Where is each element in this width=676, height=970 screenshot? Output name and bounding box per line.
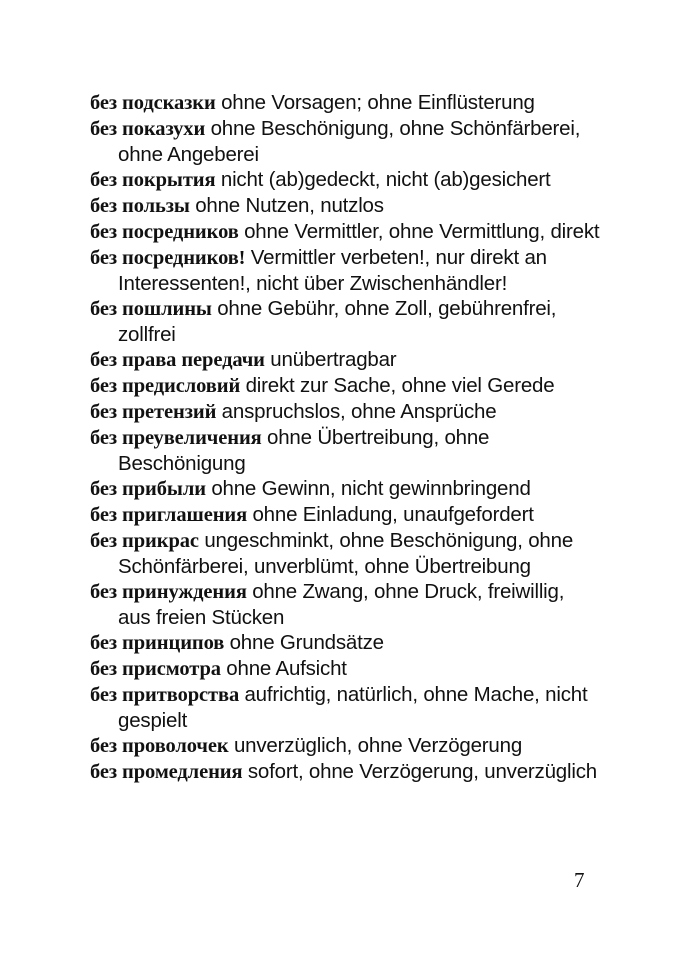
dictionary-entry [90, 399, 600, 425]
entry-term: без приглашения [90, 504, 248, 526]
entry-term: без посредников [90, 221, 239, 243]
entry-translation: ohne Einladung, unaufgefordert [252, 503, 534, 526]
dictionary-entry [90, 193, 600, 219]
dictionary-entry [90, 296, 600, 347]
entry-translation: direkt zur Sache, ohne viel Gerede [245, 374, 555, 397]
entry-term: без принуждения [90, 581, 247, 603]
entry-translation: aufrichtig, natürlich, ohne Mache, nicht gespielt [118, 683, 588, 732]
entry-term: без пользы [90, 195, 190, 217]
entry-translation: ohne Zwang, ohne Druck, freiwillig, aus freien Stücken [118, 580, 565, 629]
dictionary-entry [90, 630, 600, 656]
dictionary-entry [90, 219, 600, 245]
dictionary-entry [90, 167, 600, 193]
entry-translation: ohne Nutzen, nutzlos [195, 194, 384, 217]
entry-translation: Vermittler verbeten!, nur direkt an Interessenten!, nicht über Zwischenhändler! [118, 246, 547, 295]
dictionary-entry [90, 425, 600, 476]
entry-list [90, 90, 600, 785]
entry-translation: ungeschminkt, ohne Beschönigung, ohne Schönfärberei, unverblümt, ohne Übertreibung [118, 529, 574, 578]
dictionary-entry [90, 116, 600, 167]
dictionary-entry [90, 579, 600, 630]
page-number: 7 [574, 868, 585, 892]
entry-term: без посредников! [90, 247, 246, 269]
entry-term: без покрытия [90, 169, 216, 191]
entry-term: без подсказки [90, 92, 216, 114]
entry-term: без промедления [90, 761, 243, 783]
entry-translation: unübertragbar [270, 348, 397, 371]
entry-translation: unverzüglich, ohne Verzögerung [233, 734, 523, 757]
entry-translation: ohne Grundsätze [229, 631, 384, 654]
entry-translation: nicht (ab)gedeckt, nicht (ab)gesichert [220, 168, 551, 191]
dictionary-entry [90, 528, 600, 579]
entry-term: без присмотра [90, 658, 221, 680]
dictionary-entry [90, 373, 600, 399]
dictionary-entry [90, 476, 600, 502]
entry-translation: ohne Gebühr, ohne Zoll, gebührenfrei, zollfrei [118, 297, 557, 346]
entry-translation: ohne Gewinn, nicht gewinnbringend [211, 477, 531, 500]
entry-translation: ohne Vorsagen; ohne Einflüsterung [221, 91, 535, 114]
entry-translation: ohne Vermittler, ohne Vermittlung, direkt [244, 220, 600, 243]
dictionary-entry [90, 502, 600, 528]
entry-term: без преувеличения [90, 427, 262, 449]
dictionary-entry [90, 347, 600, 373]
entry-translation: sofort, ohne Verzögerung, unverzüglich [247, 760, 597, 783]
dictionary-entry [90, 682, 600, 733]
dictionary-entry [90, 733, 600, 759]
dictionary-entry [90, 90, 600, 116]
entry-term: без притворства [90, 684, 240, 706]
dictionary-entry [90, 656, 600, 682]
entry-term: без показухи [90, 118, 206, 140]
entry-term: без пошлины [90, 298, 212, 320]
entry-term: без проволочек [90, 735, 229, 757]
entry-translation: anspruchslos, ohne Ansprüche [221, 400, 497, 423]
entry-translation: ohne Beschönigung, ohne Schönfärberei, ohne Angeberei [118, 117, 581, 166]
entry-term: без принципов [90, 632, 225, 654]
entry-translation: ohne Aufsicht [226, 657, 347, 680]
entry-term: без предисловий [90, 375, 241, 397]
entry-term: без прибыли [90, 478, 206, 500]
dictionary-entry [90, 245, 600, 296]
entry-translation: ohne Übertreibung, ohne Beschönigung [118, 426, 490, 475]
dictionary-entry [90, 759, 600, 785]
entry-term: без прикрас [90, 530, 199, 552]
entry-term: без претензий [90, 401, 217, 423]
entry-term: без права передачи [90, 349, 265, 371]
